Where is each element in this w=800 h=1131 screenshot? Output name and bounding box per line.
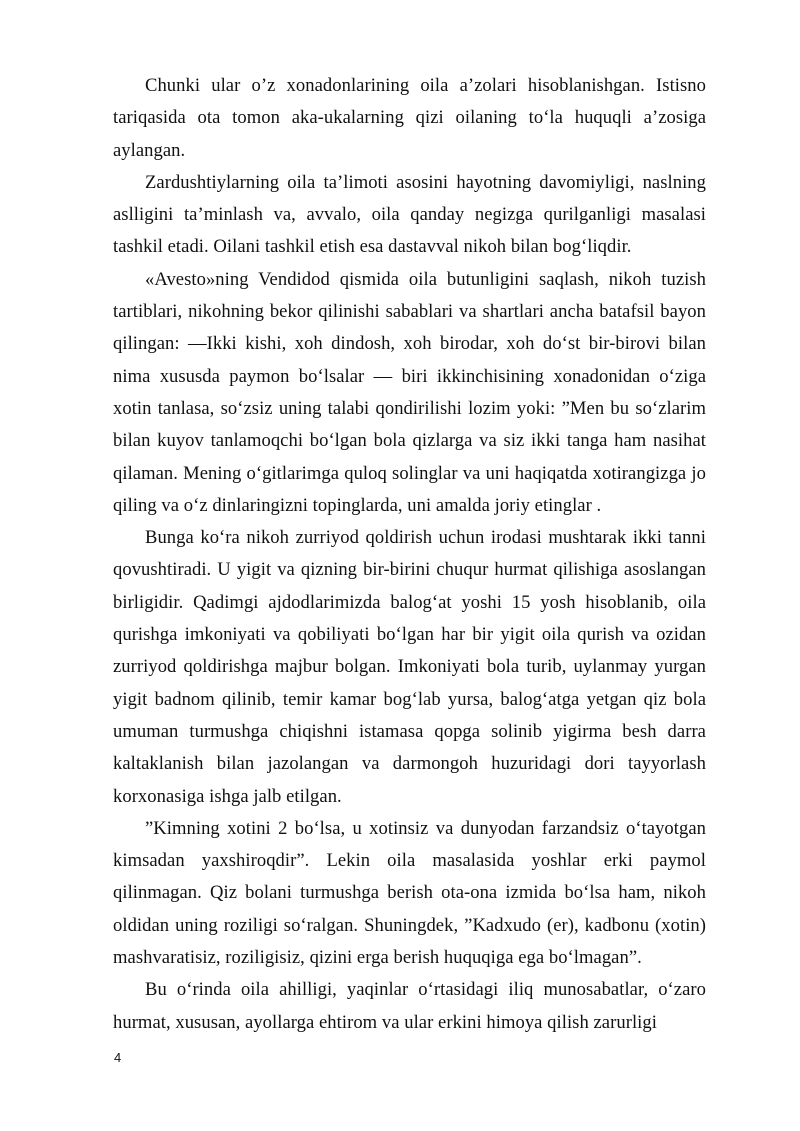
page-number: 4	[114, 1050, 122, 1065]
body-text	[113, 70, 706, 1039]
paragraph: Bu o‘rinda oila ahilligi, yaqinlar o‘rtasidagi iliq munosabatlar, o‘zaro hurmat, xususan, ayollarga ehtirom va ular erkini himoya qilish zarurligi	[113, 979, 706, 1033]
paragraph: Bunga ko‘ra nikoh zurriyod qoldirish uchun irodasi mushtarak ikki tanni qovushtiradi. U yigit va qizning bir-birini chuqur hurmat qilishiga asoslangan birligidir. Qadimgi ajdodlarimizda balog‘at yoshi 15 yosh hisoblanib, oila qurishga imkoniyati va qobiliyati bo‘lgan har bir yigit oila qurish va ozidan zurriyod qoldirishga majbur bolgan. Imkoniyati bola turib, uylanmay yurgan yigit badnom qilinib, temir kamar bog‘lab yursa, balog‘atga yetgan qiz bola umuman turmushga chiqishni istamasa qopga solinib yigirma besh darra kaltaklanish bilan jazolangan va darmongoh huzuridagi dori tayyorlash korxonasiga ishga jalb etilgan.	[113, 527, 706, 807]
paragraph: Chunki ular o’z xonadonlarining oila a’zolari hisoblanishgan. Istisno tariqasida ota tomon aka-ukalarning qizi oilaning to‘la huquqli a’zosiga aylangan.	[113, 75, 706, 161]
paragraph: Zardushtiylarning oila ta’limoti asosini hayotning davomiyligi, naslning aslligini ta’minlash va, avvalo, oila qanday negizga qurilganligi masalasi tashkil etadi. Oilani tashkil etish esa dastavval nikoh bilan bog‘liqdir.	[113, 171, 706, 258]
paragraph: ”Kimning xotini 2 bo‘lsa, u xotinsiz va dunyodan farzandsiz o‘tayotgan kimsadan yaxshiroqdir”. Lekin oila masalasida yoshlar erki paymol qilinmagan. Qiz bolani turmushga berish ota-ona izmida bo‘lsa ham, nikoh oldidan uning roziligi so‘ralgan. Shuningdek, ”Kadxudo (er), kadbonu (xotin) mashvaratisiz, roziligisiz, qizini erga berish huquqiga ega bo‘lmagan”.	[113, 817, 706, 969]
paragraph: «Avesto»ning Vendidod qismida oila butunligini saqlash, nikoh tuzish tartiblari, nikohning bekor qilinishi sabablari va shartlari ancha batafsil bayon qilingan: ―Ikki kishi, xoh dindosh, xoh birodar, xoh do‘st bir-birovi bilan nima xususda paymon bo‘lsalar — biri ikkinchisining xonadonidan o‘ziga xotin tanlasa, so‘zsiz uning talabi qondirilishi lozim yoki: ”Men bu so‘zlarim bilan kuyov tanlamoqchi bo‘lgan bola qizlarga va siz ikki tanga ham nasihat qilaman. Mening o‘gitlarimga quloq solinglar va uni haqiqatda xotirangizga jo qiling va o‘z dinlaringizni topinglarda, uni amalda joriy etinglar .	[113, 268, 706, 516]
